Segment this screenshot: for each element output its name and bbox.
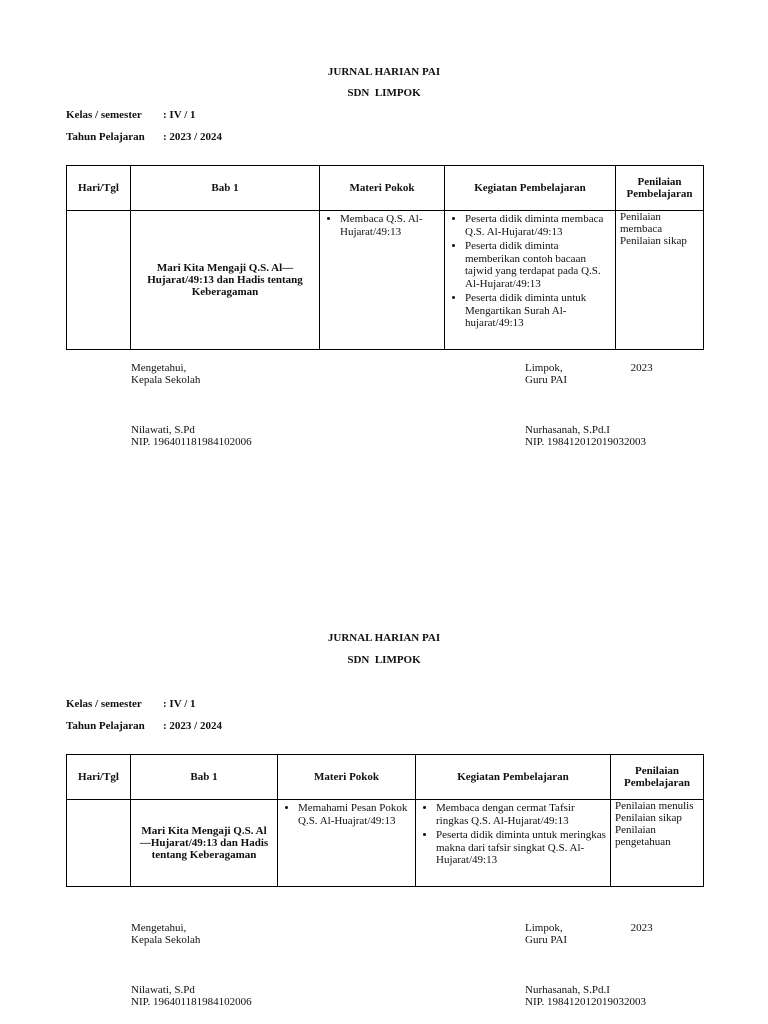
cell-bab: Mari Kita Mengaji Q.S. Al—Hujarat/49:13 dan Hadis tentang Keberagaman [131, 211, 320, 350]
penilaian-item: Penilaian sikap [620, 235, 687, 247]
kepala-sekolah-nip: NIP. 196401181984102006 [131, 996, 252, 1008]
school-name: SDN LIMPOK [347, 87, 421, 99]
cell-penilaian [611, 800, 704, 887]
kegiatan-item: • Peserta didik diminta membaca Q.S. Al-Hujarat/49:13 [465, 213, 611, 238]
journal-title: JURNAL HARIAN PAI [327, 632, 441, 644]
header-kegiatan: Kegiatan Pembelajaran [445, 166, 616, 211]
kelas-row [66, 698, 196, 710]
mengetahui-label: Mengetahui, [131, 922, 187, 934]
tahun-value: : 2023 / 2024 [163, 131, 222, 143]
guru-name: Nurhasanah, S.Pd.I [525, 984, 610, 996]
journal-table [66, 754, 704, 887]
kepala-sekolah-label: Kepala Sekolah [131, 934, 201, 946]
cell-materi-pokok [278, 800, 416, 887]
header-penilaian: Penilaian Pembelajaran [616, 166, 704, 211]
kelas-value: : IV / 1 [163, 698, 196, 710]
cell-hari-tgl [67, 800, 131, 887]
mengetahui-label: Mengetahui, [131, 362, 187, 374]
header-bab: Bab 1 [131, 166, 320, 211]
header-kegiatan: Kegiatan Pembelajaran [416, 755, 611, 800]
tahun-label: Tahun Pelajaran [66, 131, 145, 143]
header-hari-tgl: Hari/Tgl [67, 166, 131, 211]
kepala-sekolah-name: Nilawati, S.Pd [131, 984, 195, 996]
year-label: 2023 [630, 922, 653, 934]
kepala-sekolah-name: Nilawati, S.Pd [131, 424, 195, 436]
table-header-row [67, 755, 704, 800]
signature-kepala-sekolah [131, 922, 252, 1008]
tahun-value: : 2023 / 2024 [163, 720, 222, 732]
cell-bab: Mari Kita Mengaji Q.S. Al —Hujarat/49:13 dan Hadis tentang Keberagaman [131, 800, 278, 887]
guru-nip: NIP. 198412012019032003 [525, 996, 647, 1008]
header-bab: Bab 1 [131, 755, 278, 800]
materi-item: • Memahami Pesan Pokok Q.S. Al-Huajrat/49:13 [298, 802, 411, 827]
guru-name: Nurhasanah, S.Pd.I [525, 424, 610, 436]
kegiatan-item: • Peserta didik diminta memberikan contoh bacaan tajwid yang terdapat pada Q.S. Al-Hujarat/49:13 [465, 240, 611, 290]
kepala-sekolah-nip: NIP. 196401181984102006 [131, 436, 252, 448]
table-row [67, 800, 704, 887]
kegiatan-item: • Peserta didik diminta untuk meringkas makna dari tafsir singkat Q.S. Al-Hujarat/49:13 [436, 829, 606, 867]
header-materi-pokok: Materi Pokok [278, 755, 416, 800]
kelas-value: : IV / 1 [163, 109, 196, 121]
tahun-row [66, 720, 222, 732]
signature-guru [525, 922, 653, 1008]
penilaian-item: Penilaian menulis [615, 800, 694, 812]
kegiatan-item: • Peserta didik diminta untuk Mengartikan Surah Al-hujarat/49:13 [465, 292, 611, 330]
cell-kegiatan [416, 800, 611, 887]
penilaian-item: Penilaian sikap [615, 812, 682, 824]
place-label: Limpok, [525, 922, 563, 934]
header-hari-tgl: Hari/Tgl [67, 755, 131, 800]
materi-item: • Membaca Q.S. Al-Hujarat/49:13 [340, 213, 440, 238]
header-materi-pokok: Materi Pokok [320, 166, 445, 211]
school-name: SDN LIMPOK [347, 654, 421, 666]
year-label: 2023 [630, 362, 653, 374]
guru-label: Guru PAI [525, 374, 568, 386]
tahun-label: Tahun Pelajaran [66, 720, 145, 732]
kelas-label: Kelas / semester [66, 109, 142, 121]
kepala-sekolah-label: Kepala Sekolah [131, 374, 201, 386]
journal-title: JURNAL HARIAN PAI [327, 66, 441, 78]
place-label: Limpok, [525, 362, 563, 374]
penilaian-item: Penilaian pengetahuan [615, 824, 671, 848]
penilaian-item: Penilaian membaca [620, 211, 663, 235]
header-penilaian: Penilaian Pembelajaran [611, 755, 704, 800]
guru-nip: NIP. 198412012019032003 [525, 436, 647, 448]
kegiatan-item: • Membaca dengan cermat Tafsir ringkas Q.S. Al-Hujarat/49:13 [436, 802, 606, 827]
guru-label: Guru PAI [525, 934, 568, 946]
kelas-label: Kelas / semester [66, 698, 142, 710]
